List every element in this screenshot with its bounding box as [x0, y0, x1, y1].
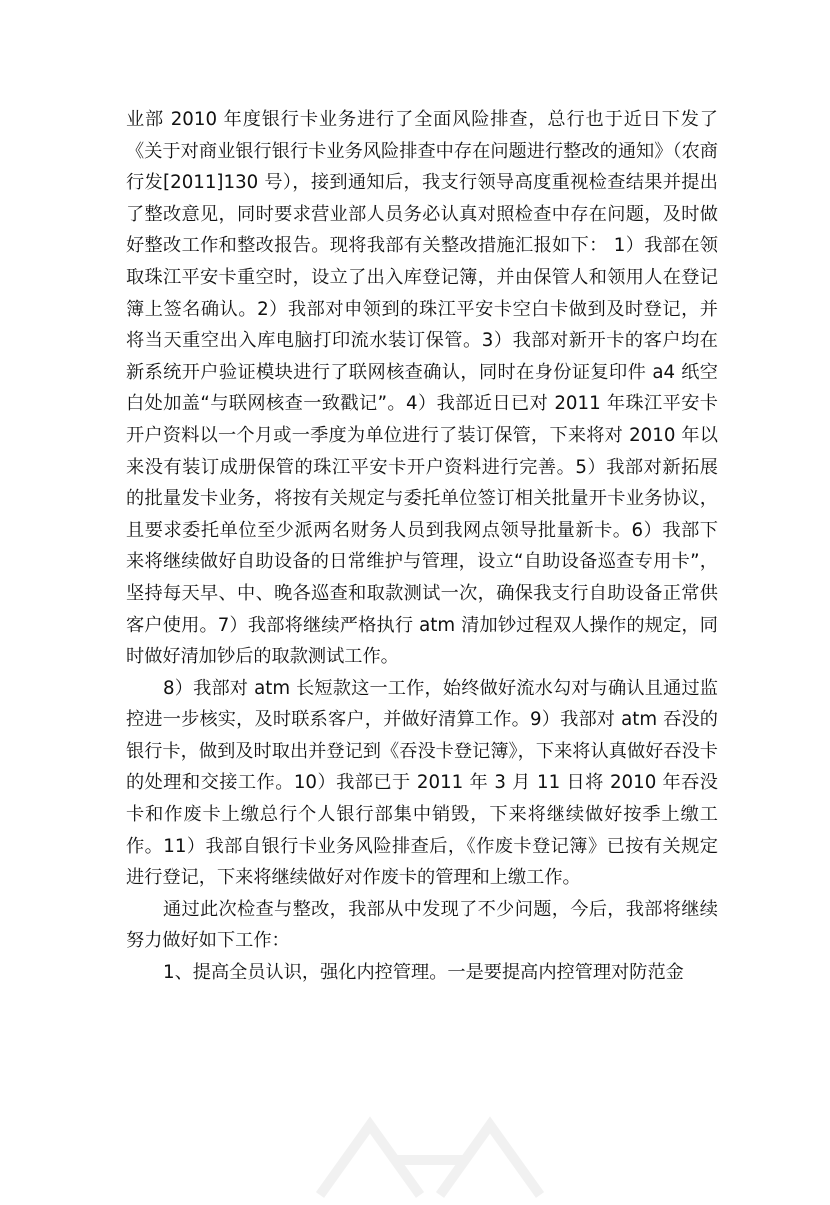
paragraph-1: 业部 2010 年度银行卡业务进行了全面风险排查，总行也于近日下发了《关于对商业银行银行卡业务风险排查中存在问题进行整改的通知》（农商行发[2011]130 号），接到通知后，我支行领导高度重视检查结果并提出了整改意见，同时要求营业部人员务必认真对照检查中存在问题，及时做好整改工作和整改报告。现将我部有关整改措施汇报如下： 1）我部在领取珠江平安卡重空时，设立了出入库登记簿，并由保管人和领用人在登记簿上签名确认。2）我部对申领到的珠江平安卡空白卡做到及时登记，并将当天重空出入库电脑打印流水装订保管。3）我部对新开卡的客户均在新系统开户验证模块进行了联网核查确认，同时在身份证复印件 a4 纸空白处加盖“与联网核查一致戳记”。4）我部近日已对 2011 年珠江平安卡开户资料以一个月或一季度为单位进行了装订保管，下来将对 2010 年以来没有装订成册保管的珠江平安卡开户资料进行完善。5）我部对新拓展的批量发卡业务，将按有关规定与委托单位签订相关批量开卡业务协议，且要求委托单位至少派两名财务人员到我网点领导批量新卡。6）我部下来将继续做好自助设备的日常维护与管理，设立“自助设备巡查专用卡”，坚持每天早、中、晚各巡查和取款测试一次，确保我支行自助设备正常供客户使用。7）我部将继续严格执行 atm 清加钞过程双人操作的规定，同时做好清加钞后的取款测试工作。: [126, 109, 718, 668]
watermark-icon: [300, 1085, 560, 1205]
paragraph-4: 1、提高全员认识，强化内控管理。一是要提高内控管理对防范金: [163, 962, 684, 984]
document-body: [126, 104, 718, 989]
paragraph-2: 8）我部对 atm 长短款这一工作，始终做好流水勾对与确认且通过监控进一步核实，及时联系客户，并做好清算工作。9）我部对 atm 吞没的银行卡，做到及时取出并登记到《吞没卡登记簿》，下来将认真做好吞没卡的处理和交接工作。10）我部已于 2011 年 3 月 11 日将 2010 年吞没卡和作废卡上缴总行个人银行部集中销毁，下来将继续做好按季上缴工作。11）我部自银行卡业务风险排查后，《作废卡登记簿》已按有关规定进行登记，下来将继续做好对作废卡的管理和上缴工作。: [126, 677, 718, 889]
paragraph-3: 通过此次检查与整改，我部从中发现了不少问题，今后，我部将继续努力做好如下工作：: [126, 898, 718, 952]
